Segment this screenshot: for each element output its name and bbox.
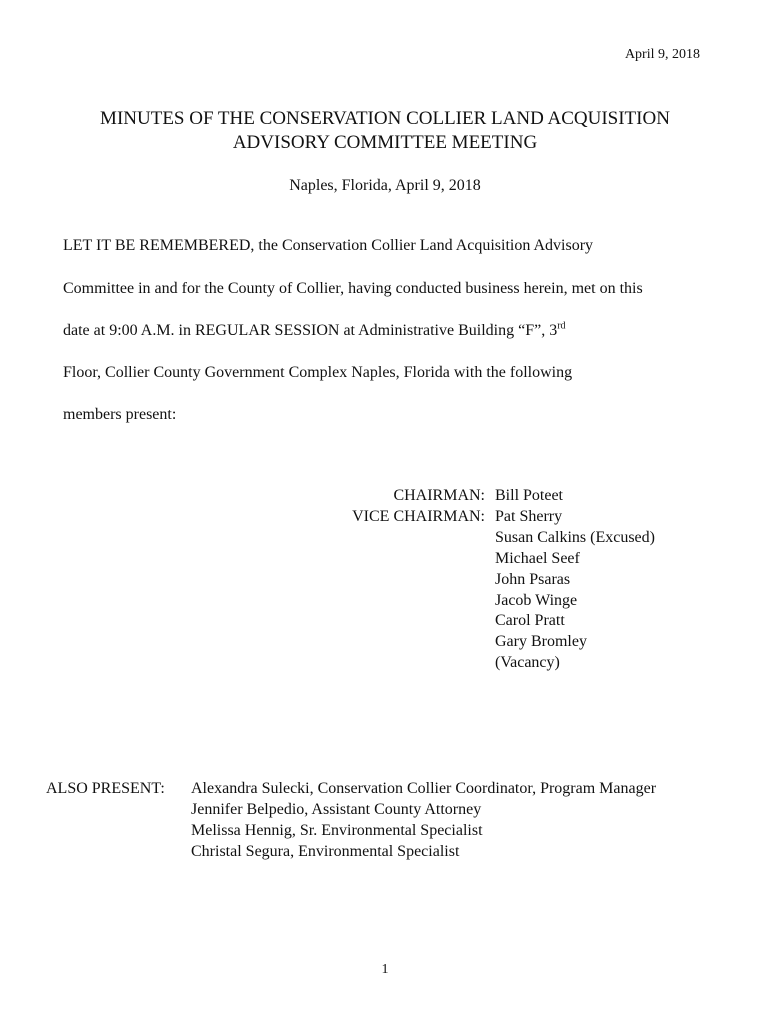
intro-line-5: members present: bbox=[63, 406, 177, 423]
roster-row bbox=[300, 653, 655, 674]
roster-row bbox=[300, 611, 655, 632]
vice-chairman-name: Pat Sherry bbox=[495, 507, 563, 525]
meeting-location-date: Naples, Florida, April 9, 2018 bbox=[289, 177, 481, 194]
staff-name: Christal Segura, Environmental Specialist bbox=[191, 842, 460, 860]
staff-name: Alexandra Sulecki, Conservation Collier Coordinator, Program Manager bbox=[191, 780, 657, 797]
also-present-row bbox=[46, 779, 656, 800]
member-name: Carol Pratt bbox=[495, 612, 565, 630]
intro-line-4: Floor, Collier County Government Complex Naples, Florida with the following bbox=[63, 364, 573, 381]
members-roster bbox=[300, 486, 655, 674]
roster-row bbox=[300, 486, 655, 507]
also-present-section bbox=[46, 779, 656, 863]
also-present-row bbox=[46, 842, 656, 863]
roster-row bbox=[300, 549, 655, 570]
roster-row bbox=[300, 591, 655, 612]
staff-name: Melissa Hennig, Sr. Environmental Specialist bbox=[191, 821, 483, 839]
member-name: Michael Seef bbox=[495, 549, 580, 567]
document-date: April 9, 2018 bbox=[624, 47, 700, 62]
roster-row bbox=[300, 528, 655, 549]
also-present-row bbox=[46, 821, 656, 842]
also-present-label: ALSO PRESENT: bbox=[46, 780, 165, 797]
intro-line-3-text: date at 9:00 A.M. in REGULAR SESSION at Administrative Building “F”, 3 bbox=[63, 322, 558, 339]
intro-line-1: LET IT BE REMEMBERED, the Conservation Collier Land Acquisition Advisory bbox=[63, 237, 594, 254]
member-name: John Psaras bbox=[495, 570, 571, 588]
member-name: (Vacancy) bbox=[495, 654, 560, 672]
document-title bbox=[0, 107, 770, 155]
intro-line-3 bbox=[63, 322, 566, 340]
member-name: Gary Bromley bbox=[495, 633, 587, 651]
staff-name: Jennifer Belpedio, Assistant County Attorney bbox=[191, 800, 482, 818]
roster-row bbox=[300, 632, 655, 653]
vice-chairman-label: VICE CHAIRMAN: bbox=[352, 507, 485, 525]
title-line-2: ADVISORY COMMITTEE MEETING bbox=[232, 132, 538, 153]
roster-row bbox=[300, 570, 655, 591]
title-line-1: MINUTES OF THE CONSERVATION COLLIER LAND ACQUISITION bbox=[100, 108, 670, 129]
roster-row bbox=[300, 507, 655, 528]
member-name: Susan Calkins (Excused) bbox=[495, 528, 655, 546]
chairman-name: Bill Poteet bbox=[495, 487, 563, 504]
page-number: 1 bbox=[381, 962, 389, 977]
member-name: Jacob Winge bbox=[495, 591, 578, 609]
also-present-row bbox=[46, 800, 656, 821]
chairman-label: CHAIRMAN: bbox=[393, 487, 485, 504]
intro-line-2: Committee in and for the County of Collier, having conducted business herein, met on this bbox=[63, 280, 643, 297]
ordinal-suffix: rd bbox=[557, 320, 566, 332]
